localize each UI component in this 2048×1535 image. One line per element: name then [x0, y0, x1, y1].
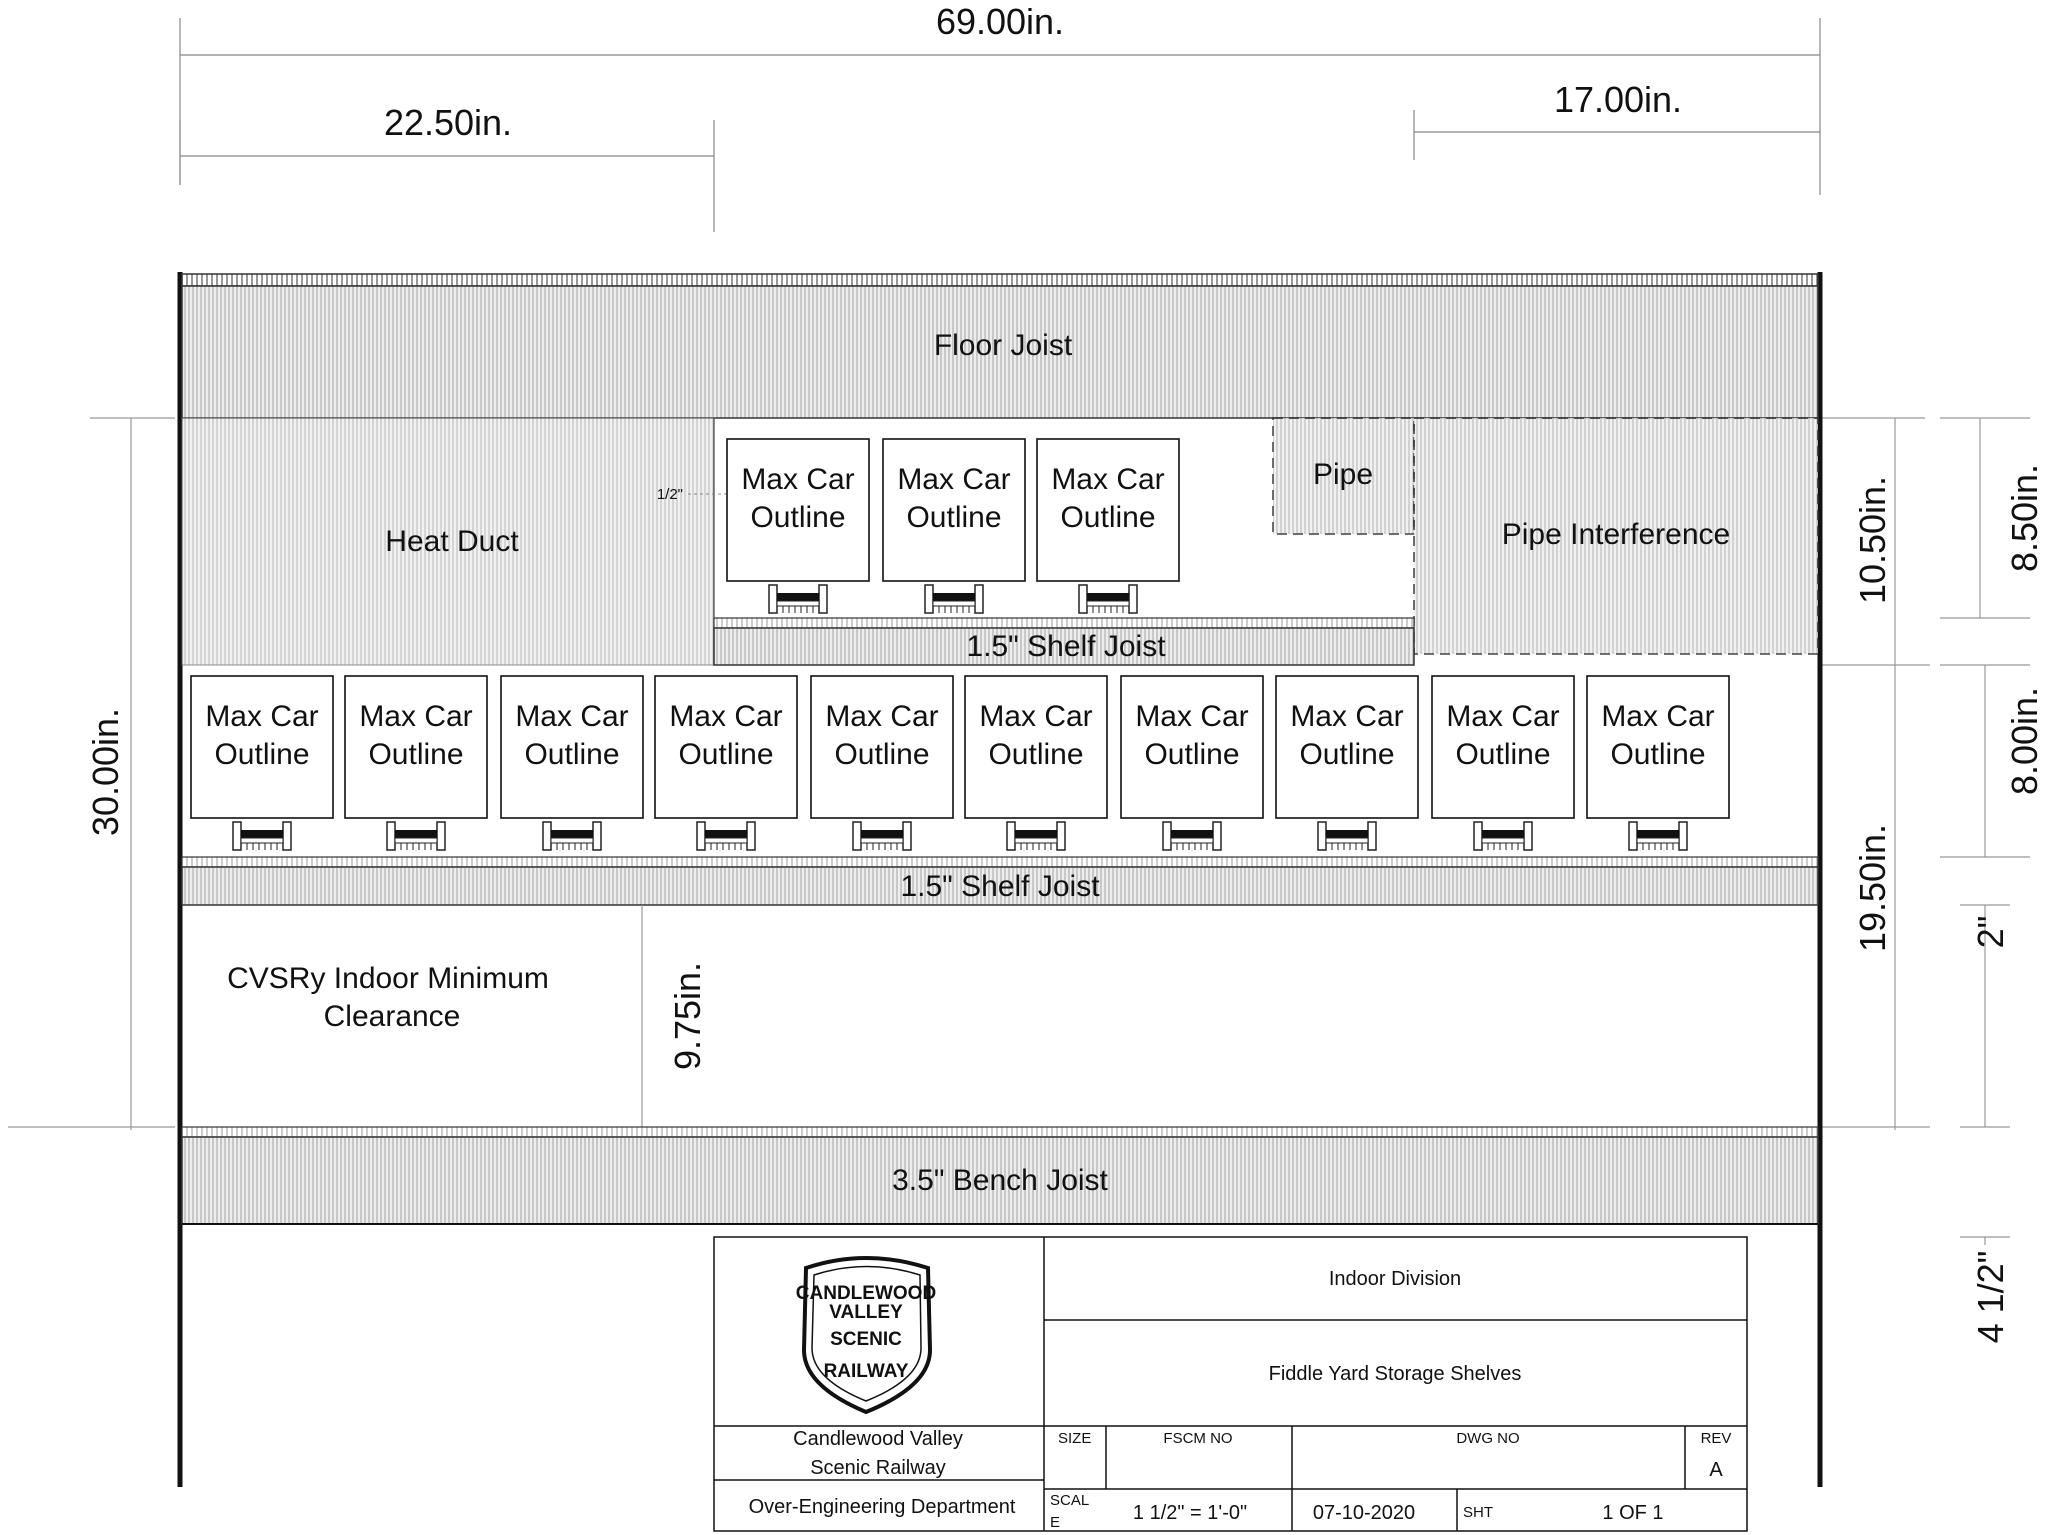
car-label-line1: Max Car	[741, 463, 855, 496]
car-label-line1: Max Car	[1446, 700, 1560, 733]
lower-max-car-outline-3	[501, 676, 643, 850]
car-truck	[1079, 585, 1137, 613]
lower-max-car-outline-6	[965, 676, 1107, 850]
car-label-line2: Outline	[750, 501, 846, 534]
rev-value: A	[1709, 1459, 1723, 1481]
size-label: SIZE	[1058, 1430, 1092, 1447]
lower-right-dimension: 19.50in.	[1852, 823, 1893, 953]
sheet-value: 1 OF 1	[1602, 1502, 1664, 1524]
dwg-label: DWG NO	[1456, 1430, 1520, 1447]
car-truck	[1318, 822, 1376, 850]
car-truck	[697, 822, 755, 850]
car-label-line1: Max Car	[1290, 700, 1404, 733]
org-name-line1: Candlewood Valley	[793, 1428, 963, 1450]
car-label-line1: Max Car	[897, 463, 1011, 496]
car-label-line2: Outline	[1299, 738, 1395, 771]
right-width-dimension: 17.00in.	[1553, 79, 1683, 120]
upper-max-car-outline-3	[1037, 439, 1179, 613]
svg-text:VALLEY: VALLEY	[829, 1302, 903, 1323]
car-label-line1: Max Car	[205, 700, 319, 733]
lower-max-car-outline-2	[345, 676, 487, 850]
upper-right-dimension: 10.50in.	[1852, 475, 1893, 605]
car-truck	[1163, 822, 1221, 850]
department-name: Over-Engineering Department	[748, 1496, 1016, 1518]
car-label-line1: Max Car	[515, 700, 629, 733]
car-label-line2: Outline	[678, 738, 774, 771]
scale-label-2: E	[1050, 1514, 1061, 1531]
floor-joist-top-strip	[182, 274, 1818, 286]
car-label-line1: Max Car	[825, 700, 939, 733]
lower-max-car-outline-8	[1276, 676, 1418, 850]
gap-note: 1/2"	[656, 486, 683, 503]
overall-width-dimension: 69.00in.	[935, 1, 1065, 42]
car-truck	[1474, 822, 1532, 850]
car-label-line2: Outline	[834, 738, 930, 771]
upper-max-car-outline-1	[727, 439, 869, 613]
car-label-line1: Max Car	[359, 700, 473, 733]
rev-label: REV	[1700, 1430, 1732, 1447]
shelf-clearance-dimension: 8.00in.	[2004, 686, 2045, 796]
bench-rail	[182, 1127, 1818, 1137]
division-name: Indoor Division	[1328, 1268, 1462, 1290]
shelf-thickness-dimension: 2"	[1970, 915, 2011, 949]
car-truck	[543, 822, 601, 850]
pipe-interference-label: Pipe Interference	[1501, 518, 1731, 551]
svg-text:CANDLEWOOD: CANDLEWOOD	[795, 1283, 937, 1304]
svg-text:RAILWAY: RAILWAY	[823, 1361, 909, 1382]
car-truck	[1007, 822, 1065, 850]
lower-shelf-rail	[182, 857, 1818, 867]
car-label-line1: Max Car	[1051, 463, 1165, 496]
lower-max-car-outline-7	[1121, 676, 1263, 850]
car-label-line2: Outline	[1610, 738, 1706, 771]
car-label-line1: Max Car	[979, 700, 1093, 733]
scale-value: 1 1/2" = 1'-0"	[1132, 1502, 1248, 1524]
pipe-label: Pipe	[1312, 458, 1374, 491]
overall-height-dimension: 30.00in.	[85, 707, 126, 837]
lower-shelf-cars	[191, 676, 1729, 850]
floor-joist-label: Floor Joist	[933, 329, 1073, 362]
car-label-line2: Outline	[1144, 738, 1240, 771]
lower-max-car-outline-5	[811, 676, 953, 850]
lower-shelf-joist-label: 1.5" Shelf Joist	[900, 870, 1100, 903]
car-label-line1: Max Car	[1135, 700, 1249, 733]
upper-shelf-cars	[727, 439, 1179, 613]
drawing-title: Fiddle Yard Storage Shelves	[1268, 1363, 1522, 1385]
heat-duct-label: Heat Duct	[385, 525, 519, 558]
car-label-line2: Outline	[214, 738, 310, 771]
car-truck	[387, 822, 445, 850]
fscm-label: FSCM NO	[1163, 1430, 1233, 1447]
lower-max-car-outline-10	[1587, 676, 1729, 850]
bench-depth-dimension: 4 1/2"	[1970, 1250, 2011, 1344]
sheet-label: SHT	[1463, 1504, 1493, 1521]
upper-max-car-outline-2	[883, 439, 1025, 613]
car-label-line2: Outline	[1455, 738, 1551, 771]
pipe-clearance-dimension: 8.50in.	[2004, 463, 2045, 573]
lower-max-car-outline-4	[655, 676, 797, 850]
car-label-line2: Outline	[368, 738, 464, 771]
org-name-line2: Scenic Railway	[810, 1457, 946, 1479]
car-truck	[233, 822, 291, 850]
left-width-dimension: 22.50in.	[383, 102, 513, 143]
car-label-line2: Outline	[988, 738, 1084, 771]
min-clearance-label-line2: Clearance	[323, 1000, 461, 1033]
car-label-line2: Outline	[906, 501, 1002, 534]
car-truck	[1629, 822, 1687, 850]
min-clearance-label-line1: CVSRy Indoor Minimum	[227, 962, 549, 995]
bench-joist-label: 3.5" Bench Joist	[892, 1164, 1108, 1197]
min-clearance-dimension: 9.75in.	[667, 961, 708, 1071]
car-label-line1: Max Car	[1601, 700, 1715, 733]
svg-text:SCENIC: SCENIC	[830, 1329, 902, 1350]
lower-max-car-outline-9	[1432, 676, 1574, 850]
car-truck	[853, 822, 911, 850]
scale-label-1: SCAL	[1050, 1492, 1090, 1509]
upper-shelf-rail	[714, 618, 1414, 628]
car-truck	[769, 585, 827, 613]
car-truck	[925, 585, 983, 613]
drawing-date: 07-10-2020	[1312, 1502, 1416, 1524]
lower-max-car-outline-1	[191, 676, 333, 850]
car-label-line2: Outline	[1060, 501, 1156, 534]
upper-shelf-joist-label: 1.5" Shelf Joist	[966, 630, 1166, 663]
car-label-line1: Max Car	[669, 700, 783, 733]
car-label-line2: Outline	[524, 738, 620, 771]
